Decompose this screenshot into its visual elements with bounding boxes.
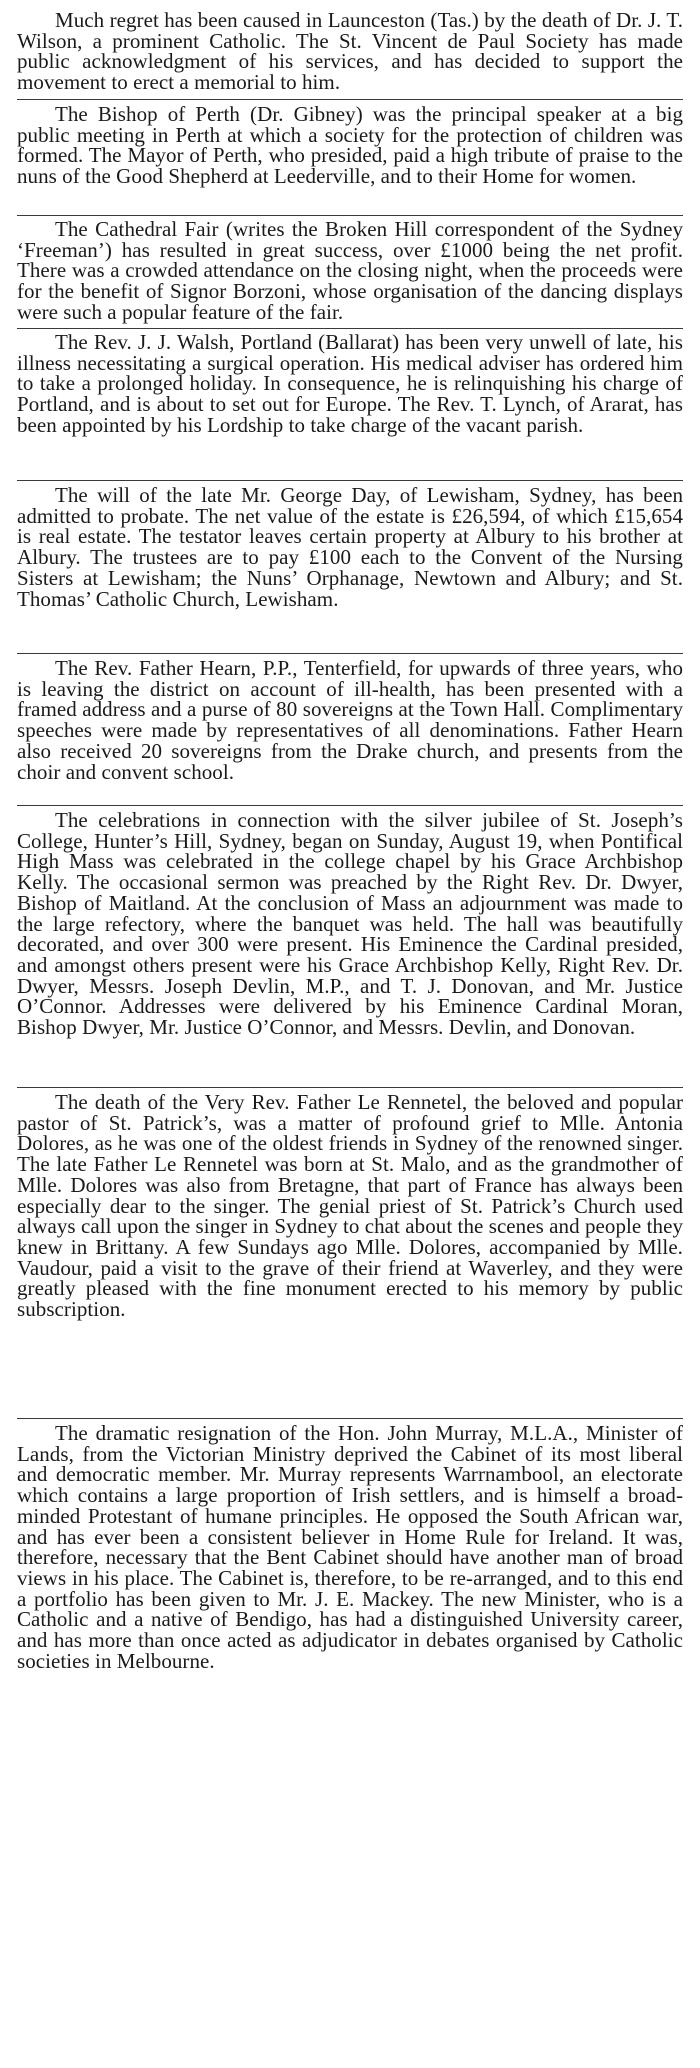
- divider: [17, 99, 683, 100]
- news-item-jubilee: The celebrations in connection with the silver jubilee of St. Joseph’s College, Hunter’s Hill, Sydney, began on Sunday, August 19, when Pontifical High Mass was celebrated in the college chapel by his Grace Archbishop Kelly. The occasional sermon was preached by the Right Rev. Dr. Dwyer, Bishop of Maitland. At the conclusion of Mass an adjournment was made to the large refectory, where the banquet was held. The hall was beautifully decorated, and over 300 were present. His Eminence the Cardinal presided, and amongst others present were his Grace Archbishop Kelly, Right Rev. Dr. Dwyer, Messrs. Joseph Devlin, M.P., and T. J. Donovan, and Mr. Justice O’Connor. Addresses were delivered by his Eminence Cardinal Moran, Bishop Dwyer, Mr. Justice O’Connor, and Messrs. Devlin, and Donovan.: [17, 808, 683, 1040]
- divider: [17, 805, 683, 806]
- news-item-broken-hill: The Cathedral Fair (writes the Broken Hill correspondent of the Sydney ‘Freeman’) has resulted in great success, over £1000 being the net profit. There was a crowded attendance on the closing night, when the proceeds were for the benefit of Signor Borzoni, whose organisation of the dancing displays were such a popular feature of the fair.: [17, 217, 683, 324]
- news-item-perth: The Bishop of Perth (Dr. Gibney) was the principal speaker at a big public meeting in Perth at which a society for the protection of children was formed. The Mayor of Perth, who presided, paid a high tribute of praise to the nuns of the Good Shepherd at Leederville, and to their Home for women.: [17, 102, 683, 189]
- news-item-le-rennetel: The death of the Very Rev. Father Le Rennetel, the beloved and popular pastor of St. Patrick’s, was a matter of profound grief to Mlle. Antonia Dolores, as he was one of the oldest friends in Sydney of the renowned singer. The late Father Le Rennetel was born at St. Malo, and as the grandmother of Mlle. Dolores was also from Bretagne, that part of France has always been especially dear to the singer. The genial priest of St. Patrick’s Church used always call upon the singer in Sydney to chat about the scenes and people they knew in Brittany. A few Sundays ago Mlle. Dolores, accompanied by Mlle. Vaudour, paid a visit to the grave of their friend at Waverley, and they were greatly pleased with the fine monument erected to his memory by public subscription.: [17, 1090, 683, 1322]
- divider: [17, 653, 683, 654]
- divider: [17, 215, 683, 216]
- news-item-will: The will of the late Mr. George Day, of Lewisham, Sydney, has been admitted to probate. The net value of the estate is £26,594, of which £15,654 is real estate. The testator leaves certain property at Albury to his brother at Albury. The trustees are to pay £100 each to the Convent of the Nursing Sisters at Lewisham; the Nuns’ Orphanage, Newtown and Albury; and St. Thomas’ Catholic Church, Lewisham.: [17, 483, 683, 611]
- news-item-launceston: Much regret has been caused in Launceston (Tas.) by the death of Dr. J. T. Wilson, a prominent Catholic. The St. Vincent de Paul Society has made public acknowledgment of his services, and has decided to support the movement to erect a memorial to him.: [17, 8, 683, 95]
- divider: [17, 1087, 683, 1088]
- news-item-tenterfield: The Rev. Father Hearn, P.P., Tenterfield, for upwards of three years, who is leaving the district on account of ill-health, has been presented with a framed address and a purse of 80 sovereigns at the Town Hall. Complimentary speeches were made by representatives of all denominations. Father Hearn also received 20 sovereigns from the Drake church, and presents from the choir and convent school.: [17, 656, 683, 784]
- news-column: [17, 10, 683, 2062]
- divider: [17, 328, 683, 329]
- divider: [17, 1418, 683, 1419]
- news-item-murray: The dramatic resignation of the Hon. John Murray, M.L.A., Minister of Lands, from the Victorian Ministry deprived the Cabinet of its most liberal and democratic member. Mr. Murray represents Warrnambool, an electorate which contains a large proportion of Irish settlers, and is himself a broad-minded Protestant of humane principles. He opposed the South African war, and has ever been a consistent believer in Home Rule for Ireland. It was, therefore, necessary that the Bent Cabinet should have another man of broad views in his place. The Cabinet is, therefore, to be re-arranged, and to this end a portfolio has been given to Mr. J. E. Mackey. The new Minister, who is a Catholic and a native of Bendigo, has had a distinguished University career, and has more than once acted as adjudicator in debates organised by Catholic societies in Melbourne.: [17, 1421, 683, 1673]
- news-item-portland: The Rev. J. J. Walsh, Portland (Ballarat) has been very unwell of late, his illness necessitating a surgical operation. His medical adviser has ordered him to take a prolonged holiday. In consequence, he is relinquishing his charge of Portland, and is about to set out for Europe. The Rev. T. Lynch, of Ararat, has been appointed by his Lordship to take charge of the vacant parish.: [17, 330, 683, 437]
- divider: [17, 480, 683, 481]
